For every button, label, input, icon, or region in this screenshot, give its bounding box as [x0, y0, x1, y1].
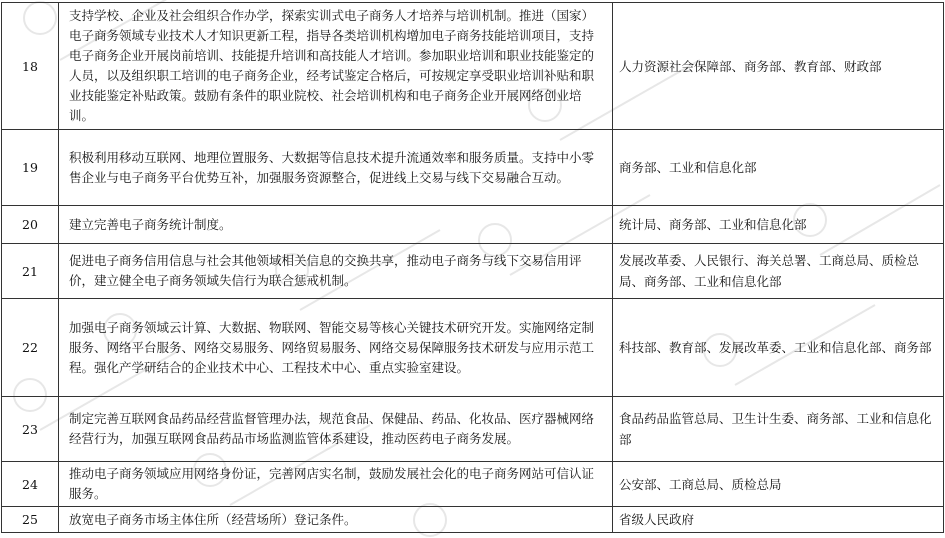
responsible-departments: 商务部、工业和信息化部 [613, 130, 944, 206]
row-number: 19 [2, 130, 59, 206]
task-description: 促进电子商务信用信息与社会其他领域相关信息的交换共享，推动电子商务与线下交易信用评价，建立健全电子商务领域失信行为联合惩戒机制。 [59, 244, 613, 299]
task-description: 制定完善互联网食品药品经营监督管理办法，规范食品、保健品、药品、化妆品、医疗器械网络经营行为，加强互联网食品药品市场监测监管体系建设，推动医药电子商务发展。 [59, 397, 613, 462]
responsible-departments: 人力资源社会保障部、商务部、教育部、财政部 [613, 3, 944, 130]
task-description: 推动电子商务领域应用网络身份证，完善网店实名制，鼓励发展社会化的电子商务网站可信认证服务。 [59, 462, 613, 507]
table-row [2, 299, 944, 397]
task-description: 建立完善电子商务统计制度。 [59, 206, 613, 244]
responsible-departments: 食品药品监管总局、卫生计生委、商务部、工业和信息化部 [613, 397, 944, 462]
responsible-departments: 公安部、工商总局、质检总局 [613, 462, 944, 507]
table-row [2, 507, 944, 533]
responsible-departments: 科技部、教育部、发展改革委、工业和信息化部、商务部 [613, 299, 944, 397]
task-description: 放宽电子商务市场主体住所（经营场所）登记条件。 [59, 507, 613, 533]
row-number: 18 [2, 3, 59, 130]
task-description: 积极利用移动互联网、地理位置服务、大数据等信息技术提升流通效率和服务质量。支持中小零售企业与电子商务平台优势互补，加强服务资源整合，促进线上交易与线下交易融合互动。 [59, 130, 613, 206]
table-row [2, 462, 944, 507]
task-table [1, 2, 944, 533]
task-description: 支持学校、企业及社会组织合作办学，探索实训式电子商务人才培养与培训机制。推进（国家）电子商务领域专业技术人才知识更新工程，指导各类培训机构增加电子商务技能培训项目，支持电子商务企业开展岗前培训、技能提升培训和高技能人才培训。参加职业培训和职业技能鉴定的人员，以及组织职工培训的电子商务企业，经考试鉴定合格后，可按规定享受职业培训补贴和职业技能鉴定补贴政策。鼓励有条件的职业院校、社会培训机构和电子商务企业开展网络创业培训。 [59, 3, 613, 130]
table-row [2, 130, 944, 206]
row-number: 23 [2, 397, 59, 462]
task-description: 加强电子商务领域云计算、大数据、物联网、智能交易等核心关键技术研究开发。实施网络定制服务、网络平台服务、网络交易服务、网络贸易服务、网络交易保障服务技术研发与应用示范工程。强化产学研结合的企业技术中心、工程技术中心、重点实验室建设。 [59, 299, 613, 397]
row-number: 25 [2, 507, 59, 533]
row-number: 22 [2, 299, 59, 397]
table-row [2, 397, 944, 462]
responsible-departments: 统计局、商务部、工业和信息化部 [613, 206, 944, 244]
row-number: 24 [2, 462, 59, 507]
table-row [2, 244, 944, 299]
row-number: 20 [2, 206, 59, 244]
responsible-departments: 省级人民政府 [613, 507, 944, 533]
responsible-departments: 发展改革委、人民银行、海关总署、工商总局、质检总局、商务部、工业和信息化部 [613, 244, 944, 299]
table-row [2, 3, 944, 130]
row-number: 21 [2, 244, 59, 299]
table-row [2, 206, 944, 244]
